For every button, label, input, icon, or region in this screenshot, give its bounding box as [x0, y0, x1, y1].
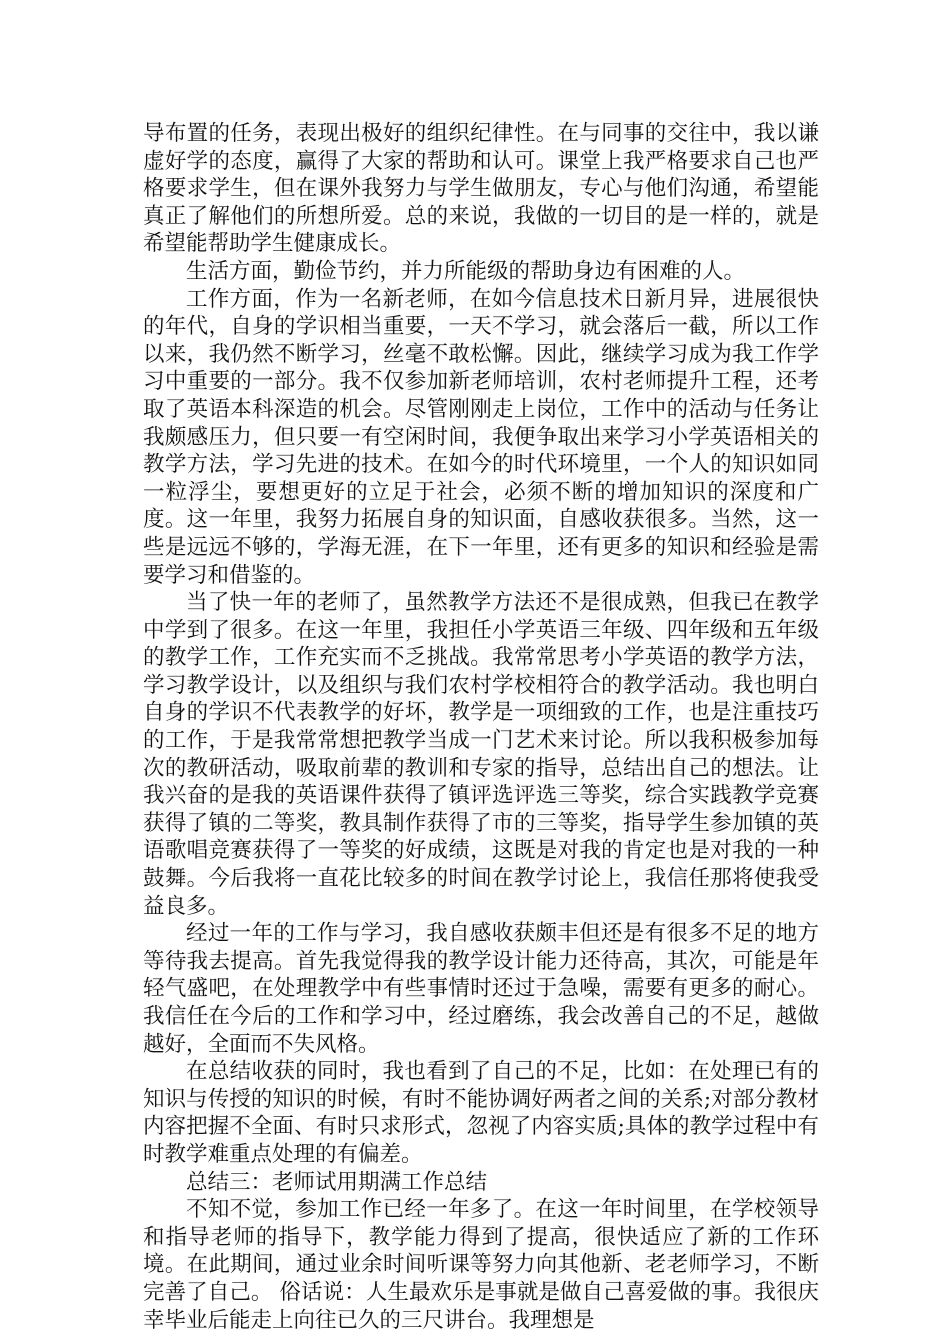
paragraph-1: 导布置的任务，表现出极好的组织纪律性。在与同事的交往中，我以谦虚好学的态度，赢得了大家的帮助和认可。课堂上我严格要求自己也严格要求学生，但在课外我努力与学生做朋友，专心与他们沟通，希望能真正了解他们的所想所爱。总的来说，我做的一切目的是一样的，就是希望能帮助学生健康成长。: [143, 121, 819, 257]
document-body: [143, 120, 819, 1334]
paragraph-5: 经过一年的工作与学习，我自感收获颇丰但还是有很多不足的地方等待我去提高。首先我觉得我的教学设计能力还待高，其次，可能是年轻气盛吧，在处理教学中有些事情时还过于急噪，需要有更多的耐心。我信任在今后的工作和学习中，经过磨练，我会改善自己的不足，越做越好，全面而不失风格。: [143, 921, 819, 1057]
paragraph-3: 工作方面，作为一名新老师，在如今信息技术日新月异，进展很快的年代，自身的学识相当重要，一天不学习，就会落后一截，所以工作以来，我仍然不断学习，丝毫不敢松懈。因此，继续学习成为我工作学习中重要的一部分。我不仅参加新老师培训，农村老师提升工程，还考取了英语本科深造的机会。尽管刚刚走上岗位，工作中的活动与任务让我颇感压力，但只要一有空闲时间，我便争取出来学习小学英语相关的教学方法，学习先进的技术。在如今的时代环境里，一个人的知识如同一粒浮尘，要想更好的立足于社会，必须不断的增加知识的深度和广度。这一年里，我努力拓展自身的知识面，自感收获很多。当然，这一些是远远不够的，学海无涯，在下一年里，还有更多的知识和经验是需要学习和借鉴的。: [143, 286, 819, 588]
paragraph-2: 生活方面，勤俭节约，并力所能级的帮助身边有困难的人。: [186, 258, 746, 284]
section-heading: 总结三：老师试用期满工作总结: [186, 1169, 488, 1195]
paragraph-4: 当了快一年的老师了，虽然教学方法还不是很成熟，但我已在教学中学到了很多。在这一年里，我担任小学英语三年级、四年级和五年级的教学工作，工作充实而不乏挑战。我常常思考小学英语的教学方法，学习教学设计，以及组织与我们农村学校相符合的教学活动。我也明白自身的学识不代表教学的好坏，教学是一项细致的工作，也是注重技巧的工作，于是我常常想把教学当成一门艺术来讨论。所以我积极参加每次的教研活动，吸取前辈的教训和专家的指导，总结出自己的想法。让我兴奋的是我的英语课件获得了镇评选评选三等奖，综合实践教学竞赛获得了镇的二等奖，教具制作获得了市的三等奖，指导学生参加镇的英语歌唱竞赛获得了一等奖的好成绩，这既是对我的肯定也是对我的一种鼓舞。今后我将一直花比较多的时间在教学讨论上，我信任那将使我受益良多。: [143, 590, 819, 919]
paragraph-7: 不知不觉，参加工作已经一年多了。在这一年时间里，在学校领导和指导老师的指导下，教学能力得到了提高，很快适应了新的工作环境。在此期间，通过业余时间听课等努力向其他新、老老师学习，不断完善了自己。 俗话说：人生最欢乐是事就是做自己喜爱做的事。我很庆幸毕业后能走上向往已久的三尺讲台。我理想是: [143, 1197, 819, 1333]
paragraph-6: 在总结收获的同时，我也看到了自己的不足，比如：在处理已有的知识与传授的知识的时候，有时不能协调好两者之间的关系;对部分教材内容把握不全面、有时只求形式，忽视了内容实质;具体的教学过程中有时教学难重点处理的有偏差。: [143, 1059, 819, 1167]
